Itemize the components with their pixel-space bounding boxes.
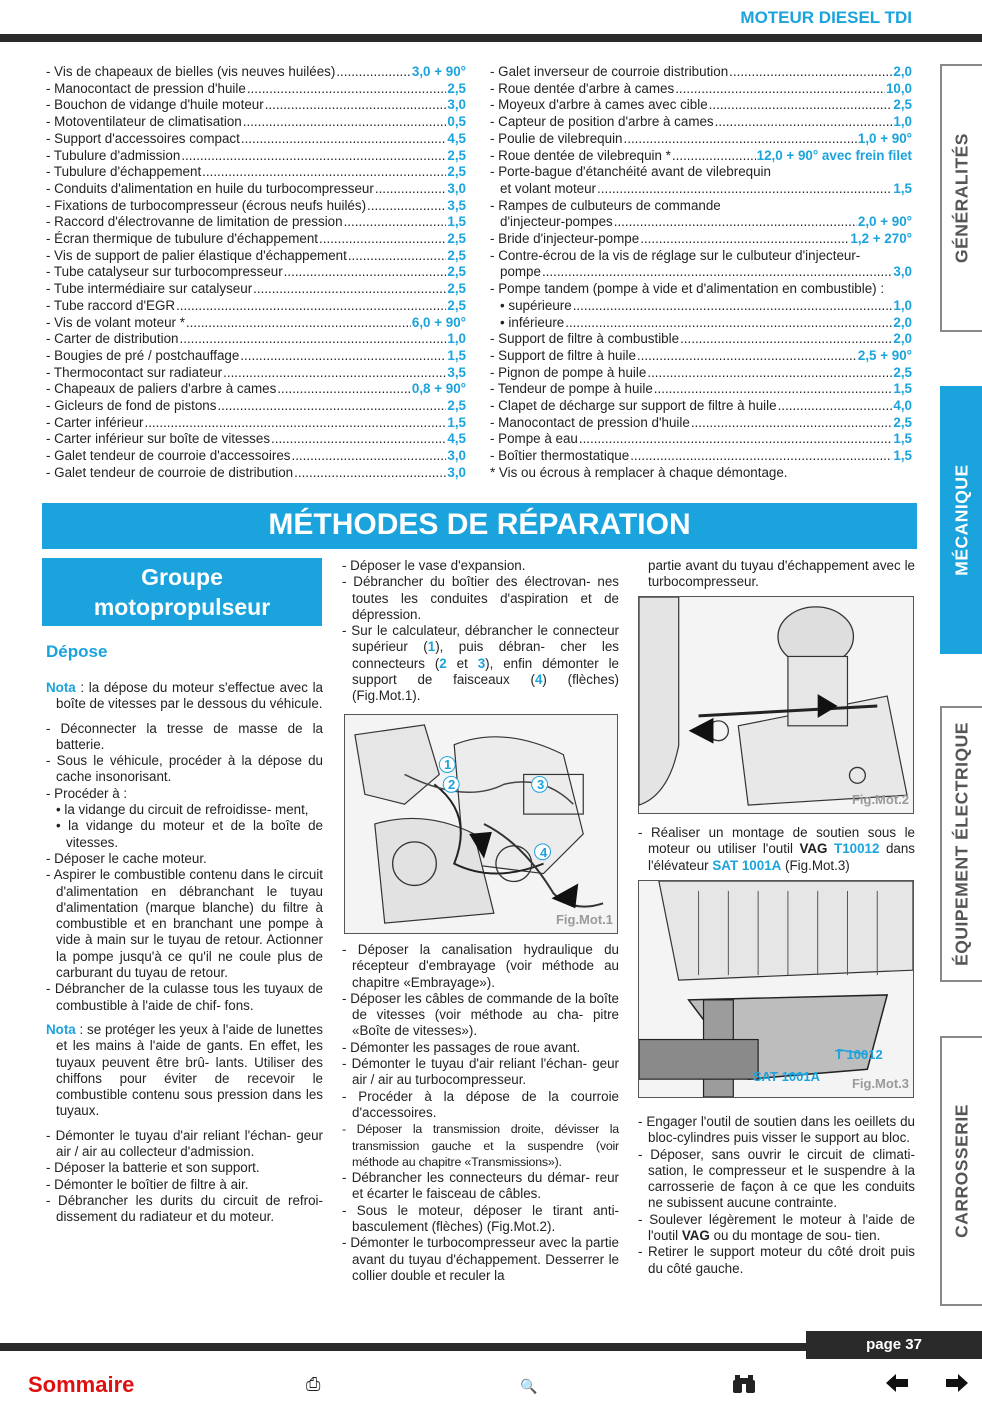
- torque-row: - Raccord d'électrovanne de limitation de pression ..... 1,5: [46, 214, 466, 231]
- step: - Soulever légèrement le moteur à l'aide de l'outil VAG ou du montage de sou- tien.: [638, 1211, 915, 1244]
- torque-row: pompe ..... 3,0: [490, 264, 912, 281]
- callout-4: 4: [540, 845, 548, 860]
- zoom-page-icon[interactable]: 🔍: [520, 1378, 538, 1394]
- torque-row: - Manocontact de pression d'huile ..... 2,5: [490, 415, 912, 432]
- step: - Procéder à :: [46, 785, 128, 801]
- text-column-3-bottom: [638, 1114, 915, 1277]
- group-title-box: [42, 558, 322, 626]
- torque-row: - Bride d'injecteur-pompe ..... 1,2 + 270°: [490, 231, 912, 248]
- torque-row: - Roue dentée d'arbre à cames ..... 10,0: [490, 81, 912, 98]
- engine-bay-illustration: [345, 715, 617, 933]
- torque-row: - Support de filtre à huile ..... 2,5 + 90°: [490, 348, 912, 365]
- torque-row: - Roue dentée de vilebrequin * ..... 12,0 + 90° avec frein filet: [490, 148, 912, 165]
- torque-row: d'injecteur-pompes ..... 2,0 + 90°: [490, 214, 912, 231]
- step: - Débrancher les durits du circuit de refroi- dissement du radiateur et du moteur.: [46, 1192, 323, 1225]
- callout-3: 3: [537, 777, 545, 792]
- step: - Déposer le vase d'expansion.: [342, 558, 526, 573]
- page-number: page 37: [806, 1331, 982, 1359]
- torque-row: - Support de filtre à combustible ..... 2,0: [490, 331, 912, 348]
- group-title-line2: motopropulseur: [93, 594, 271, 620]
- figure-caption: Fig.Mot.1: [555, 912, 613, 927]
- torque-row: - Carter inférieur sur boîte de vitesses ..... 4,5: [46, 431, 466, 448]
- torque-row: - Pignon de pompe à huile ..... 2,5: [490, 365, 912, 382]
- step: - Débrancher de la culasse tous les tuyaux de combustible à l'aide de chif- fons.: [46, 981, 323, 1013]
- torque-row: - Vis de chapeaux de bielles (vis neuves huilées) ..... 3,0 + 90°: [46, 64, 466, 81]
- torque-row: - Tubulure d'admission ..... 2,5: [46, 148, 466, 165]
- step: - Déposer la batterie et son support.: [46, 1160, 260, 1176]
- torque-row: - Vis de support de palier élastique d'échappement ..... 2,5: [46, 248, 466, 265]
- torque-row: - Galet tendeur de courroie de distribution ..... 3,0: [46, 465, 466, 482]
- step: - Démonter les passages de roue avant.: [342, 1039, 581, 1055]
- torque-row: - Pompe à eau ..... 1,5: [490, 431, 912, 448]
- step: - Déposer la transmission droite, dévisser la transmission gauche et la suspendre (voir méthode au chapitre «Transmissions»).: [342, 1122, 619, 1169]
- torque-table-left: [46, 64, 466, 482]
- text-column-1: [46, 680, 323, 1226]
- text-column-3-middle: [638, 825, 915, 874]
- torque-row: - Carter inférieur ..... 1,5: [46, 415, 466, 432]
- torque-row-head: - Rampes de culbuteurs de commande: [490, 197, 721, 213]
- nota-paragraph: Nota : la dépose du moteur s'effectue avec la boîte de vitesses par le dessous du véhicule.: [46, 680, 323, 712]
- step: - Procéder à la dépose de la courroie d'accessoires.: [342, 1088, 619, 1120]
- arrow-right-icon[interactable]: [946, 1374, 968, 1397]
- header-rule: [0, 34, 982, 42]
- torque-row: - Tube intermédiaire sur catalyseur ..... 2,5: [46, 281, 466, 298]
- torque-row: - Bouchon de vidange d'huile moteur ..... 3,0: [46, 97, 466, 114]
- torque-row: - Tube raccord d'EGR ..... 2,5: [46, 298, 466, 315]
- torque-row: - Chapeaux de paliers d'arbre à cames ..... 0,8 + 90°: [46, 381, 466, 398]
- step: - Débrancher du boîtier des électrovan- nes toutes les conduites d'aspiration et de dépression.: [342, 574, 619, 622]
- support-tool-illustration: [639, 881, 913, 1097]
- torque-row: - Clapet de décharge sur support de filtre à huile ..... 4,0: [490, 398, 912, 415]
- torque-row: • supérieure ..... 1,0: [490, 298, 912, 315]
- group-title-line1: Groupe: [141, 564, 223, 590]
- step: - Sous le moteur, déposer le tirant anti- basculement (flèches) (Fig.Mot.2).: [342, 1202, 619, 1235]
- section-banner: MÉTHODES DE RÉPARATION: [42, 503, 917, 549]
- torque-row: et volant moteur ..... 1,5: [490, 181, 912, 198]
- step: - Déconnecter la tresse de masse de la batterie.: [46, 720, 323, 752]
- print-icon[interactable]: ⎙: [306, 1374, 321, 1394]
- torque-row: - Tubulure d'échappement ..... 2,5: [46, 164, 466, 181]
- step: - Aspirer le combustible contenu dans le circuit d'alimentation en débranchant le tuyau d'alimentation (marque blanche) du filtre à combustible et en branchant une pompe à vide à main sur le tuyau de retour. Actionner la pompe jusqu'à ce qu'il ne coule plus de carburant du tuyau de retour.: [46, 867, 323, 981]
- torque-row: - Manocontact de pression d'huile ..... 2,5: [46, 81, 466, 98]
- torque-row: - Fixations de turbocompresseur (écrous neufs huilés) ..... 3,5: [46, 198, 466, 215]
- step: - Retirer le support moteur du côté droit puis du côté gauche.: [638, 1244, 915, 1276]
- step: - Sous le véhicule, procéder à la dépose du cache insonorisant.: [46, 753, 323, 785]
- step: - Démonter le boîtier de filtre à air.: [46, 1176, 249, 1192]
- step: - Débrancher les connecteurs du démar- reur et écarter le faisceau de câbles.: [342, 1170, 619, 1202]
- engine-underside-illustration: [639, 597, 913, 813]
- torque-footnote: * Vis ou écrous à remplacer à chaque démontage.: [490, 464, 788, 480]
- tab-mecanique[interactable]: MÉCANIQUE: [940, 386, 982, 654]
- figure-engine-bay: [344, 714, 618, 934]
- torque-row: - Vis de volant moteur * ..... 6,0 + 90°: [46, 315, 466, 332]
- step-continuation: partie avant du tuyau d'échappement avec le turbocompresseur.: [648, 558, 915, 590]
- torque-row-head: - Contre-écrou de la vis de réglage sur le culbuteur d'injecteur-: [490, 247, 861, 263]
- torque-row: - Support d'accessoires compact ..... 4,5: [46, 131, 466, 148]
- step: - Démonter le tuyau d'air reliant l'échan- geur air / air au collecteur d'admission.: [46, 1127, 323, 1160]
- torque-table-right: [490, 64, 912, 482]
- step: - Déposer, sans ouvrir le circuit de climati- sation, le compresseur et le suspendre à la carrosserie de façon à ce que les conduits ne subissent aucune contrainte.: [638, 1146, 915, 1211]
- figure-engine-underside: [638, 596, 914, 814]
- tab-equipement-electrique[interactable]: ÉQUIPEMENT ÉLECTRIQUE: [940, 706, 982, 982]
- step: - Déposer le cache moteur.: [46, 850, 207, 866]
- torque-row: - Boîtier thermostatique ..... 1,5: [490, 448, 912, 465]
- figure-caption: Fig.Mot.2: [851, 792, 909, 807]
- tool-label-sat1001a: SAT 1001A: [753, 1069, 820, 1084]
- torque-row: - Poulie de vilebrequin ..... 1,0 + 90°: [490, 131, 912, 148]
- figure-support-tool: [638, 880, 914, 1098]
- step: - Démonter le tuyau d'air reliant l'échan- geur air / air au turbocompresseur.: [342, 1056, 619, 1088]
- step: - Démonter le turbocompresseur avec la partie avant du tuyau d'échappement. Desserrer le collier double et reculer la: [342, 1235, 619, 1283]
- torque-row: - Thermocontact sur radiateur ..... 3,5: [46, 365, 466, 382]
- sommaire-link[interactable]: Sommaire: [28, 1372, 135, 1397]
- torque-row: - Moyeux d'arbre à cames avec cible ..... 2,5: [490, 97, 912, 114]
- torque-row: - Bougies de pré / postchauffage ..... 1,5: [46, 348, 466, 365]
- step: - Déposer la canalisation hydraulique du récepteur d'embrayage (voir méthode au chapitre «Embrayage»).: [342, 942, 619, 990]
- torque-row: - Capteur de position d'arbre à cames ..... 1,0: [490, 114, 912, 131]
- arrow-left-icon[interactable]: [886, 1374, 908, 1397]
- torque-row: • inférieure ..... 2,0: [490, 315, 912, 332]
- torque-row-head: - Pompe tandem (pompe à vide et d'alimentation en combustible) :: [490, 281, 885, 297]
- text-column-2-top: [342, 558, 619, 705]
- header-title: MOTEUR DIESEL TDI: [740, 8, 912, 27]
- step: - Sur le calculateur, débrancher le connecteur supérieur (1), puis débran- cher les connecteurs (2 et 3), enfin démonter le support de faisceaux (4) (flèches) (Fig.Mot.1).: [342, 623, 619, 704]
- torque-row: - Carter de distribution ..... 1,0: [46, 331, 466, 348]
- subsection-title: Dépose: [46, 642, 108, 661]
- torque-row: - Conduits d'alimentation en huile du turbocompresseur ..... 3,0: [46, 181, 466, 198]
- torque-row: - Tube catalyseur sur turbocompresseur ..... 2,5: [46, 264, 466, 281]
- callout-1: 1: [444, 757, 452, 772]
- torque-row-head: - Porte-bague d'étanchéité avant de vilebrequin: [490, 164, 771, 180]
- callout-2: 2: [448, 777, 456, 792]
- torque-row: - Galet inverseur de courroie distribution ..... 2,0: [490, 64, 912, 81]
- text-column-3-top: [648, 558, 915, 591]
- torque-row: - Motoventilateur de climatisation ..... 0,5: [46, 114, 466, 131]
- step: - Réaliser un montage de soutien sous le moteur ou utiliser l'outil VAG T10012 dans l'élévateur SAT 1001A (Fig.Mot.3): [638, 825, 915, 873]
- torque-row: - Galet tendeur de courroie d'accessoires ..... 3,0: [46, 448, 466, 465]
- binoculars-icon[interactable]: [732, 1374, 756, 1399]
- torque-row: - Tendeur de pompe à huile ..... 1,5: [490, 381, 912, 398]
- step: - Déposer les câbles de commande de la boîte de vitesses (voir méthode au cha- pitre «Boîte de vitesses»).: [342, 990, 619, 1039]
- text-column-2-bottom: [342, 942, 619, 1284]
- step: - Engager l'outil de soutien dans les oeillets du bloc-cylindres puis visser le support au bloc.: [638, 1114, 915, 1146]
- figure-caption: Fig.Mot.3: [851, 1076, 909, 1091]
- tool-label-t10012: T 10012: [835, 1047, 883, 1062]
- tab-carrosserie[interactable]: CARROSSERIE: [940, 1036, 982, 1306]
- nota-paragraph: Nota : se protéger les yeux à l'aide de lunettes et les mains à l'aide de gants. En effet, les tuyaux peuvent être brû- lants. Utiliser des chiffons pour éviter de recevoir le combustible contenu sous pression dans les tuyaux.: [46, 1021, 323, 1119]
- sub-step: • la vidange du circuit de refroidisse- ment,: [56, 802, 309, 818]
- tab-generalites[interactable]: GÉNÉRALITÉS: [940, 64, 982, 332]
- torque-row: - Gicleurs de fond de pistons ..... 2,5: [46, 398, 466, 415]
- sub-step: • la vidange du moteur et de la boîte de vitesses.: [56, 818, 323, 850]
- torque-row: - Écran thermique de tubulure d'échappement ..... 2,5: [46, 231, 466, 248]
